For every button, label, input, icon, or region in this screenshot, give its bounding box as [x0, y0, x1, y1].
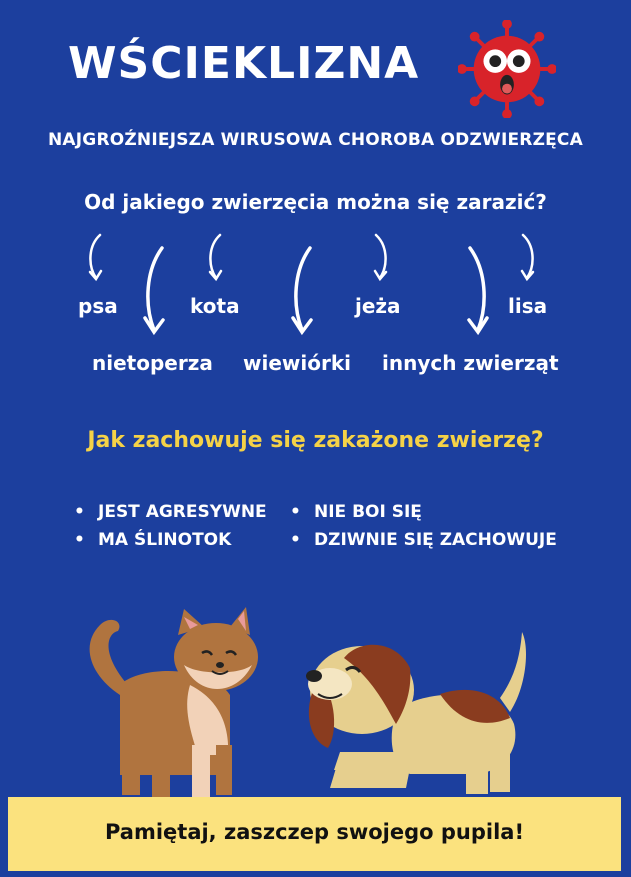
animal-other-label: innych zwierząt: [382, 351, 559, 375]
curved-arrow-icon: [200, 232, 230, 284]
animal-hedgehog-label: jeża: [355, 294, 401, 318]
curved-arrow-icon: [80, 232, 110, 284]
symptom-item: • JEST AGRESYWNE: [74, 498, 267, 526]
poster-subtitle: NAJGROŹNIEJSZA WIRUSOWA CHOROBA ODZWIERZĘCA: [48, 130, 583, 150]
virus-emoji-icon: [458, 20, 556, 118]
curved-arrow-icon: [368, 232, 398, 284]
curved-arrow-icon: [460, 244, 494, 338]
question-symptoms: Jak zachowuje się zakażone zwierzę?: [87, 428, 544, 453]
animal-fox-label: lisa: [508, 294, 548, 318]
animal-squirrel-label: wiewiórki: [243, 351, 351, 375]
curved-arrow-icon: [515, 232, 545, 284]
symptom-item: • DZIWNIE SIĘ ZACHOWUJE: [290, 526, 557, 554]
animal-dog-label: psa: [78, 294, 118, 318]
footer-message: Pamiętaj, zaszczep swojego pupila!: [104, 820, 525, 844]
symptom-item: • NIE BOI SIĘ: [290, 498, 557, 526]
curved-arrow-icon: [138, 244, 172, 338]
dog-illustration: [300, 628, 540, 798]
poster-title: WŚCIEKLIZNA: [68, 38, 420, 89]
curved-arrow-icon: [286, 244, 320, 338]
animal-cat-label: kota: [190, 294, 240, 318]
animal-bat-label: nietoperza: [92, 351, 213, 375]
symptom-item: • MA ŚLINOTOK: [74, 526, 267, 554]
question-sources: Od jakiego zwierzęcia można się zarazić?: [84, 190, 547, 214]
symptom-list-right: [290, 498, 557, 554]
cat-illustration: [80, 605, 260, 805]
symptom-list-left: [74, 498, 267, 554]
